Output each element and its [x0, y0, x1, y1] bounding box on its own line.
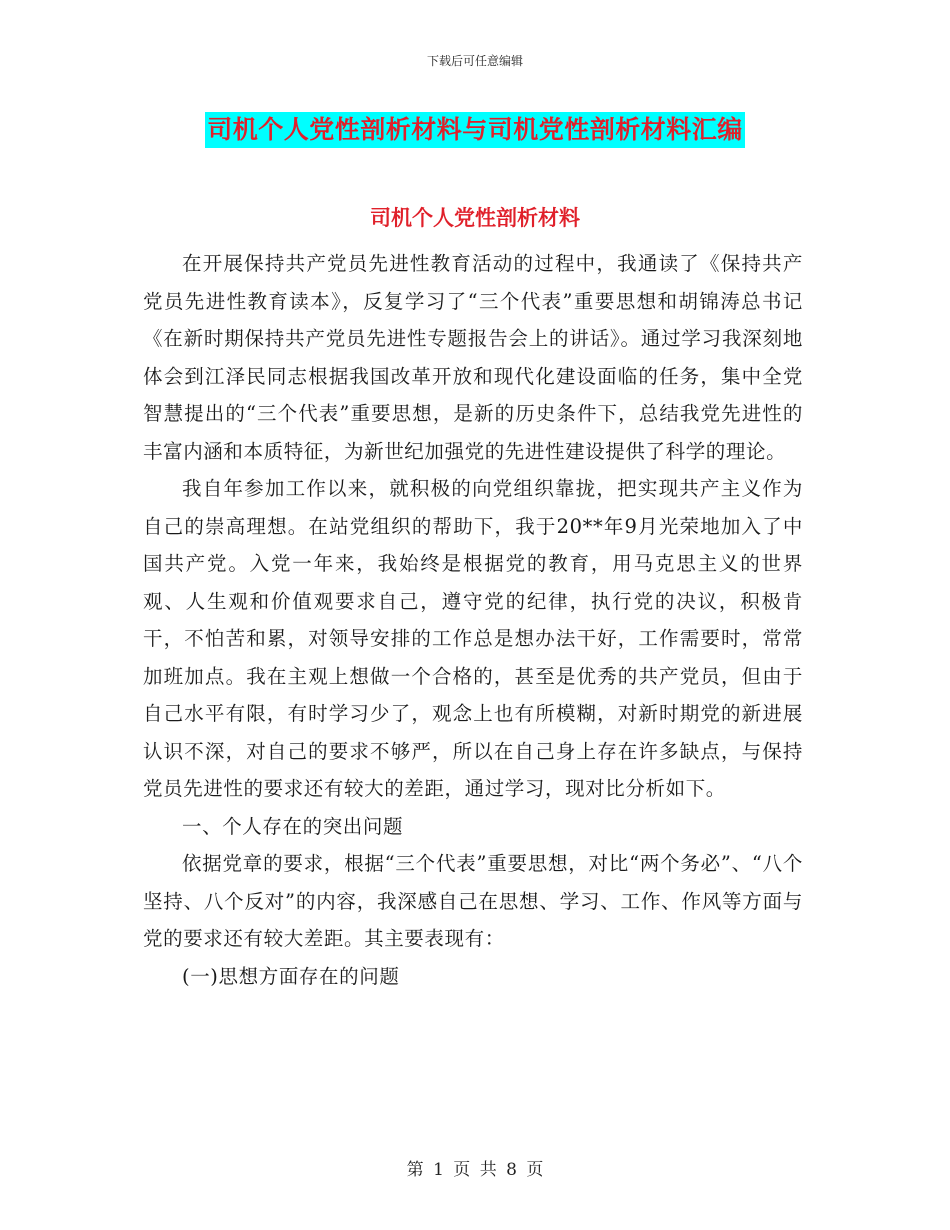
paragraph-2: 我自年参加工作以来，就积极的向党组织靠拢，把实现共产主义作为自己的崇高理想。在站党组织的帮助下，我于20**年9月光荣地加入了中国共产党。入党一年来，我始终是根据党的教育，用马克思主义的世界观、人生观和价值观要求自己，遵守党的纪律，执行党的决议，积极肯干，不怕苦和累，对领导安排的工作总是想办法干好，工作需要时，常常加班加点。我在主观上想做一个合格的，甚至是优秀的共产党员，但由于自己水平有限，有时学习少了，观念上也有所模糊，对新时期党的新进展认识不深，对自己的要求不够严，所以在自己身上存在许多缺点，与保持党员先进性的要求还有较大的差距，通过学习，现对比分析如下。 — [143, 477, 803, 800]
document-main-title: 司机个人党性剖析材料与司机党性剖析材料汇编 — [205, 112, 745, 148]
section-title: 司机个人党性剖析材料 — [370, 206, 580, 230]
paragraph-3: 依据党章的要求，根据“三个代表”重要思想，对比“两个务必”、“八个坚持、八个反对”的内容，我深感自己在思想、学习、工作、作风等方面与党的要求还有较大差距。其主要表现有： — [143, 852, 803, 950]
main-title-wrap — [0, 112, 950, 148]
document-body — [143, 245, 803, 995]
paragraph-1: 在开展保持共产党员先进性教育活动的过程中，我通读了《保持共产党员先进性教育读本》，反复学习了“三个代表”重要思想和胡锦涛总书记《在新时期保持共产党员先进性专题报告会上的讲话》。通过学习我深刻地体会到江泽民同志根据我国改革开放和现代化建设面临的任务，集中全党智慧提出的“三个代表”重要思想，是新的历史条件下，总结我党先进性的丰富内涵和本质特征，为新世纪加强党的先进性建设提供了科学的理论。 — [143, 252, 803, 463]
page-footer: 第 1 页 共 8 页 — [406, 1160, 544, 1180]
page-header: 下载后可任意编辑 — [426, 54, 523, 68]
subheading-thought: (一)思想方面存在的问题 — [182, 964, 400, 988]
heading-problems: 一、个人存在的突出问题 — [182, 814, 404, 838]
